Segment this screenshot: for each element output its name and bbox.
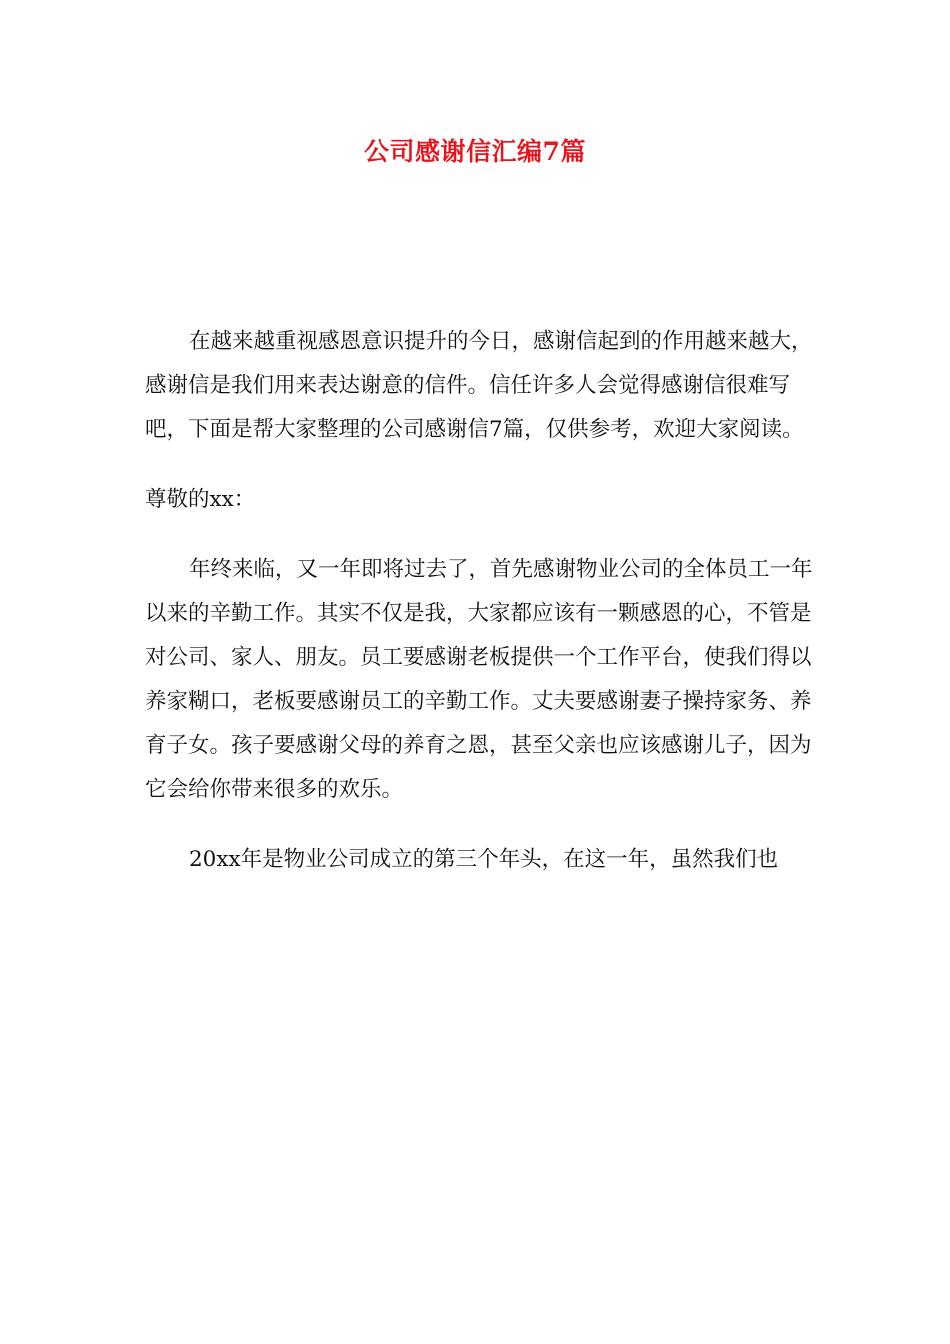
intro-paragraph: 在越来越重视感恩意识提升的今日，感谢信起到的作用越来越大，感谢信是我们用来表达谢意的信件。信任许多人会觉得感谢信很难写吧，下面是帮大家整理的公司感谢信7篇，仅供参考，欢迎大家阅读。 xyxy=(145,329,813,442)
salutation-line: 尊敬的xx： xyxy=(145,487,256,512)
letter-paragraph-1: 年终来临，又一年即将过去了，首先感谢物业公司的全体员工一年以来的辛勤工作。其实不仅是我，大家都应该有一颗感恩的心，不管是对公司、家人、朋友。员工要感谢老板提供一个工作平台，使我们得以养家糊口，老板要感谢员工的辛勤工作。丈夫要感谢妻子操持家务、养育子女。孩子要感谢父母的养育之恩，甚至父亲也应该感谢儿子，因为它会给你带来很多的欢乐。 xyxy=(145,557,813,802)
letter-paragraph-2: 20xx年是物业公司成立的第三个年头，在这一年，虽然我们也 xyxy=(189,847,779,872)
document-title: 公司感谢信汇编7篇 xyxy=(364,137,586,166)
document-body xyxy=(145,320,820,908)
